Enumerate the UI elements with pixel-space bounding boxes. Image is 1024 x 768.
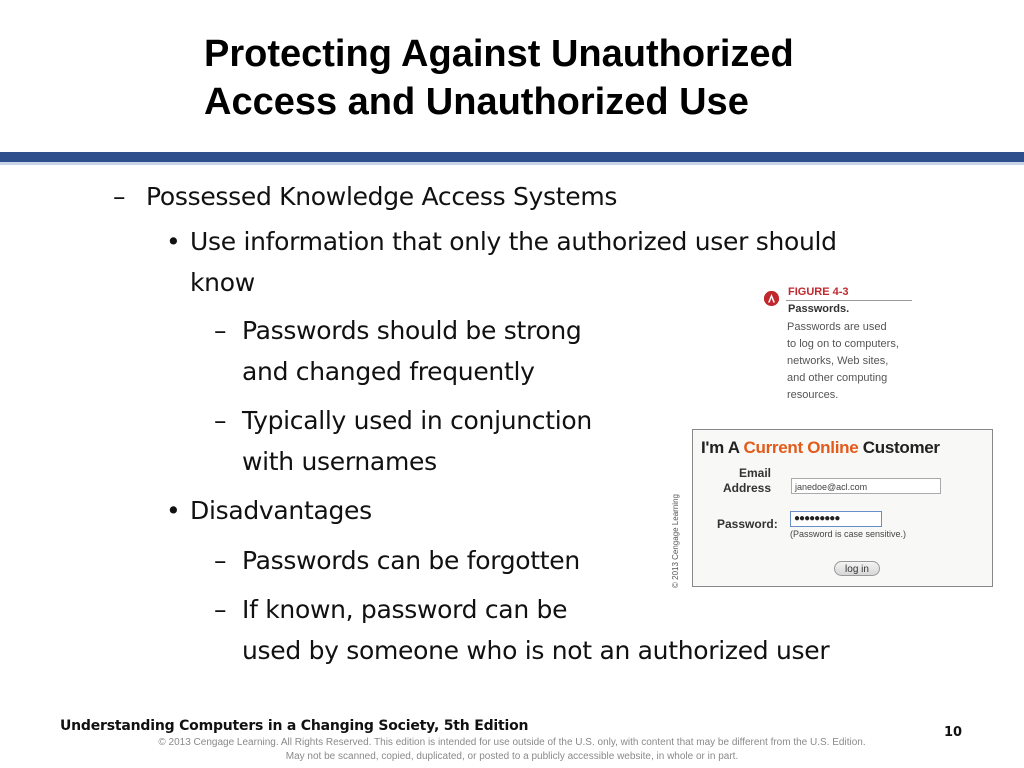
login-button[interactable]: log in	[834, 561, 880, 576]
login-screenshot	[692, 429, 993, 587]
slide-title	[204, 30, 1004, 126]
title-divider	[0, 152, 1024, 162]
cengage-a-icon	[764, 291, 779, 306]
slide-title-line1: Protecting Against Unauthorized	[204, 33, 794, 75]
bullet-known-password-line2: used by someone who is not an authorized user	[242, 636, 830, 665]
footer-book-title: Understanding Computers in a Changing Society, 5th Edition	[60, 718, 529, 734]
password-label: Password:	[717, 517, 778, 531]
dash-marker: –	[214, 595, 227, 624]
dash-marker: –	[214, 406, 227, 435]
bullet-disadvantages: Disadvantages	[190, 496, 372, 525]
dash-marker: –	[214, 316, 227, 345]
figure-caption	[787, 319, 917, 404]
dash-marker: –	[113, 182, 126, 211]
login-title-post: Customer	[858, 438, 940, 457]
bullet-strong-passwords-line2: and changed frequently	[242, 357, 535, 386]
email-label-line2: Address	[722, 481, 771, 495]
bullet-possessed-knowledge: Possessed Knowledge Access Systems	[146, 182, 618, 211]
login-title-pre: I'm A	[701, 438, 744, 457]
dash-marker: –	[214, 546, 227, 575]
figure-subtitle: Passwords.	[788, 303, 850, 315]
email-label-line1: Email	[738, 466, 771, 480]
email-field[interactable]: janedoe@acl.com	[791, 478, 941, 494]
password-note: (Password is case sensitive.)	[790, 529, 907, 539]
figure-caption-line: and other computing	[787, 372, 888, 384]
login-title-highlight: Current Online	[743, 438, 859, 457]
bullet-forgotten: Passwords can be forgotten	[242, 546, 580, 575]
title-divider-shadow	[0, 162, 1024, 165]
figure-caption-line: to log on to computers,	[787, 338, 899, 350]
password-field[interactable]: ●●●●●●●●●	[790, 511, 882, 527]
figure-rule	[786, 300, 912, 301]
bullet-usernames-line2: with usernames	[242, 447, 437, 476]
footer-copyright-line2: May not be scanned, copied, duplicated, or posted to a publicly accessible website, in whole or in part.	[285, 751, 739, 762]
bullet-strong-passwords-line1: Passwords should be strong	[242, 316, 582, 345]
login-title	[701, 438, 940, 458]
figure-logo-icon	[764, 291, 779, 306]
figure-caption-line: Passwords are used	[787, 321, 887, 333]
slide-title-line2: Access and Unauthorized Use	[204, 81, 749, 123]
bullet-use-information-line1: Use information that only the authorized user should	[190, 227, 837, 256]
dot-marker: •	[166, 227, 181, 256]
dot-marker: •	[166, 496, 181, 525]
bullet-known-password-line1: If known, password can be	[242, 595, 568, 624]
figure-label: FIGURE 4-3	[788, 286, 849, 298]
bullet-usernames-line1: Typically used in conjunction	[242, 406, 592, 435]
email-label	[717, 466, 771, 496]
figure-caption-line: resources.	[787, 389, 839, 401]
figure-caption-line: networks, Web sites,	[787, 355, 889, 367]
bullet-use-information-line2: know	[190, 268, 255, 297]
screenshot-credit: © 2013 Cengage Learning	[671, 494, 680, 588]
footer-copyright-line1: © 2013 Cengage Learning. All Rights Reserved. This edition is intended for use outside of the U.S. only, with content that may be different from the U.S. Edition.	[158, 737, 866, 748]
page-number: 10	[944, 725, 963, 740]
